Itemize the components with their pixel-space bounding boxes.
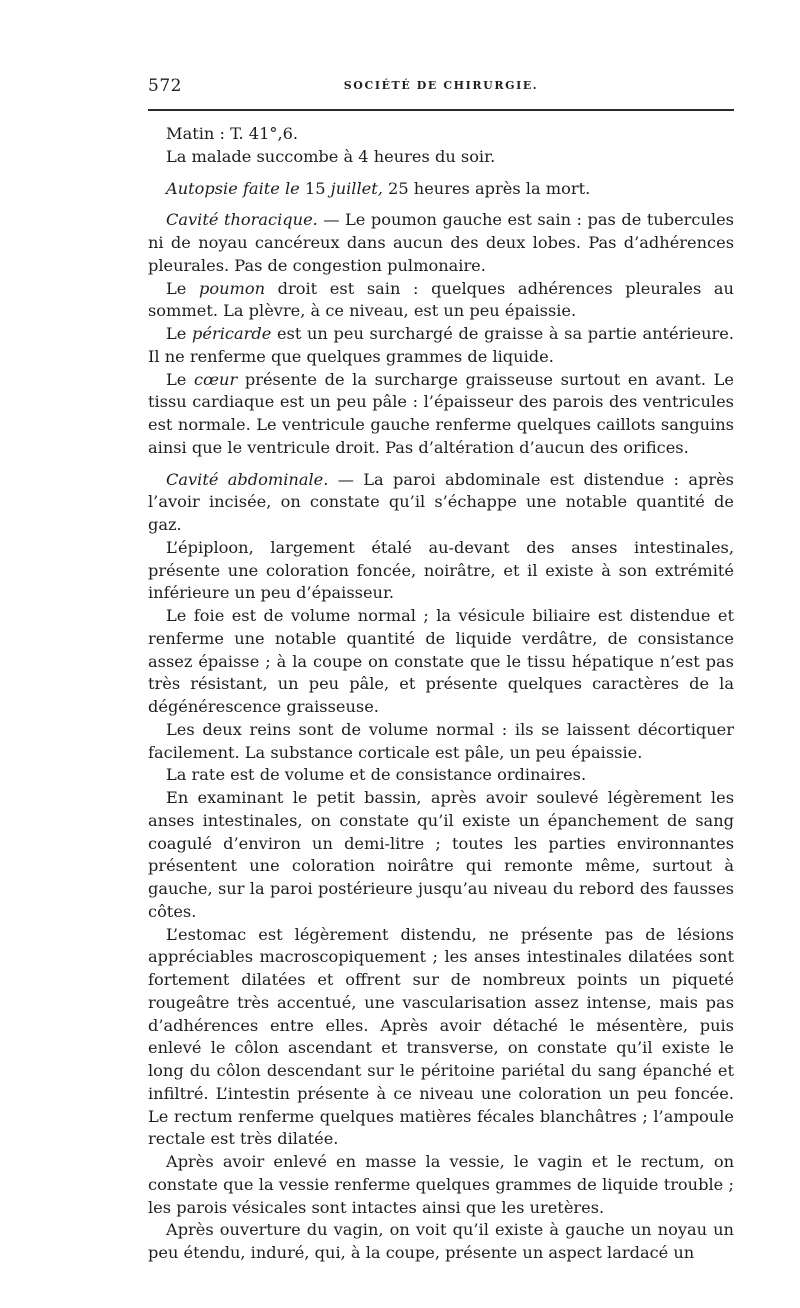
paragraph-prefix: Le (166, 278, 187, 298)
paragraph-text: — La paroi abdominale est distendue : après l’avoir incisée, on constate qu’il s’échappe une notable quantité de gaz. (148, 469, 734, 534)
paragraph-text: Après avoir enlevé en masse la vessie, le vagin et le rectum, on constate que la vessie renferme quelques grammes de liquide trouble ; les parois vésicales sont intactes ainsi que les uretères. (148, 1152, 734, 1217)
paragraph-text: Le foie est de volume normal ; la vésicule biliaire est distendue et renferme une notable quantité de liquide verdâtre, de consistance assez épaisse ; à la coupe on constate que le tissu hépatique n’est pas très résistant, un peu pâle, et présente quelques caractères de la dégénérescence graisseuse. (148, 606, 734, 716)
term-pericarde: péricarde (192, 324, 272, 343)
paragraph-pelvis (148, 787, 734, 924)
paragraph-text: est un peu surchargé de graisse à sa partie antérieure. Il ne renferme que quelques grammes de liquide. (148, 324, 734, 366)
autopsy-month: juillet, (330, 178, 383, 198)
paragraph-bladder (148, 1151, 734, 1219)
header-rule (148, 109, 734, 111)
paragraph-text: Les deux reins sont de volume normal : ils se laissent décortiquer facilement. La substance corticale est pâle, un peu épaissie. (148, 719, 734, 762)
paragraph-text: La malade succombe à 4 heures du soir. (166, 146, 496, 166)
term-coeur: cœur (193, 369, 238, 389)
paragraph-spleen (148, 764, 734, 787)
paragraph-abdominal-cavity (148, 469, 734, 537)
autopsy-heading: Autopsie faite le (166, 178, 300, 198)
paragraph-thoracic-cavity (148, 209, 734, 277)
paragraph-text: 25 heures après la mort. (388, 178, 591, 198)
paragraph-text: La rate est de volume et de consistance ordinaires. (166, 765, 587, 785)
paragraph-text: Matin : T. 41°,6. (166, 124, 299, 143)
paragraph-prefix: Le (166, 324, 187, 343)
paragraph-pericardium (148, 323, 734, 369)
paragraph-text: En examinant le petit bassin, après avoir soulevé légèrement les anses intestinales, on constate qu’il existe un épanchement de sang coagulé d’environ un demi-litre ; toutes les parties environnantes présentent une coloration noirâtre qui remonte même, surtout à gauche, sur la paroi postérieure jusqu’au niveau du rebord des fausses côtes. (148, 788, 734, 921)
paragraph-text: — Le poumon gauche est sain : pas de tubercules ni de noyau cancéreux dans aucun des deux lobes. Pas d’adhérences pleurales. Pas de congestion pulmonaire. (148, 210, 734, 275)
paragraph-right-lung (148, 278, 734, 324)
paragraph-kidneys (148, 719, 734, 765)
paragraph-liver (148, 605, 734, 719)
paragraph-stomach (148, 924, 734, 1152)
running-title: SOCIÉTÉ DE CHIRURGIE. (343, 79, 539, 92)
autopsy-day: 15 (304, 178, 326, 198)
section-heading-abdominal: Cavité abdominale. (166, 469, 329, 489)
paragraph-death (148, 146, 734, 169)
body-text (148, 123, 734, 1265)
paragraph-text: L’épiploon, largement étalé au-devant des anses intestinales, présente une coloration foncée, noirâtre, et il existe à son extrémité inférieure un peu d’épaisseur. (148, 537, 734, 603)
paragraph-temperature (148, 123, 734, 146)
paragraph-prefix: Le (166, 369, 187, 389)
paragraph-epiploon (148, 537, 734, 605)
paragraph-autopsy (148, 178, 734, 201)
paragraph-vagina (148, 1219, 734, 1265)
page-header (148, 76, 734, 100)
paragraph-text: présente de la surcharge graisseuse surtout en avant. Le tissu cardiaque est un peu pâle : l’épaisseur des parois des ventricules est normale. Le ventricule gauche renferme quelques caillots sanguins ainsi que le ventricule droit. Pas d’altération d’aucun des orifices. (148, 369, 734, 457)
paragraph-heart (148, 369, 734, 460)
term-poumon: poumon (198, 278, 266, 298)
paragraph-text: Après ouverture du vagin, on voit qu’il existe à gauche un noyau un peu étendu, induré, qui, à la coupe, présente un aspect lardacé un (148, 1220, 734, 1262)
page-number: 572 (148, 76, 182, 96)
section-heading-thoracic: Cavité thoracique. (166, 210, 318, 230)
paragraph-text: droit est sain : quelques adhérences pleurales au sommet. La plèvre, à ce niveau, est un peu épaissie. (148, 278, 734, 321)
paragraph-text: L’estomac est légèrement distendu, ne présente pas de lésions appréciables macroscopiquement ; les anses intestinales dilatées sont fortement dilatées et offrent sur de nombreux points un piqueté rougeâtre très accentué, une vascularisation assez intense, mais pas d’adhérences entre elles. Après avoir détaché le mésentère, puis enlevé le côlon ascendant et transverse, on constate qu’il existe le long du côlon descendant sur le péritoine pariétal du sang épanché et infiltré. L’intestin présente à ce niveau une coloration un peu foncée. Le rectum renferme quelques matières fécales blanchâtres ; l’ampoule rectale est très dilatée. (148, 924, 734, 1149)
